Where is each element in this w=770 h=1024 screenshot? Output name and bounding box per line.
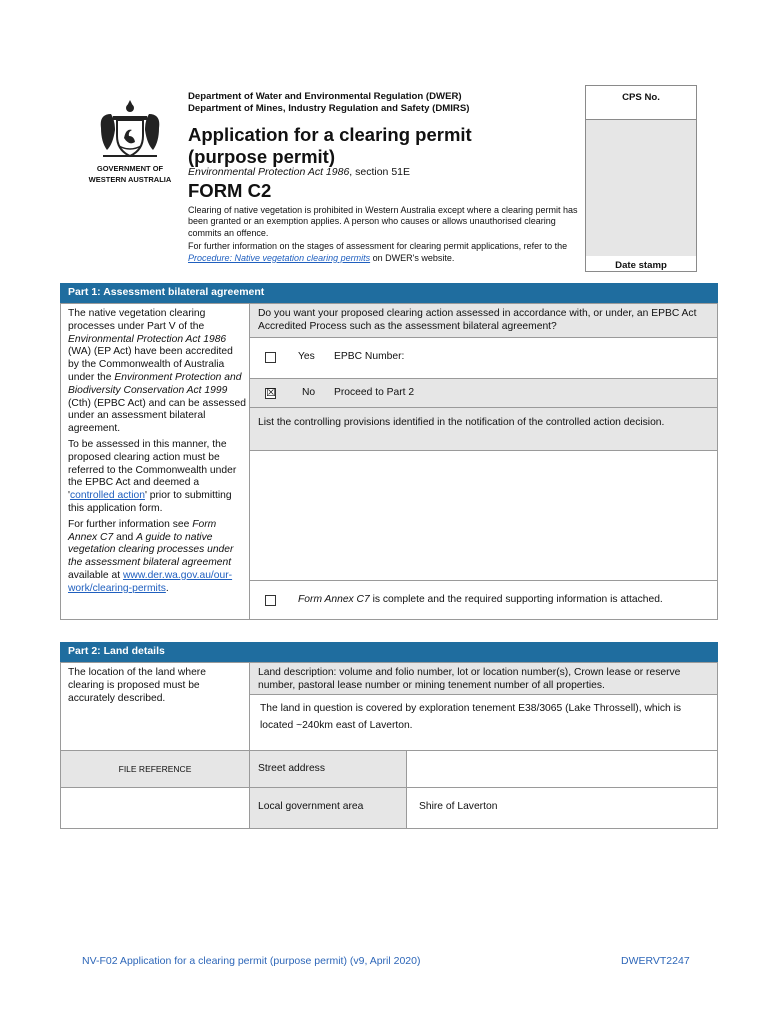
department-names xyxy=(188,91,469,115)
no-checkbox-checked[interactable]: ☒ xyxy=(266,387,276,399)
part2-info-text: The location of the land where clearing is proposed must be accurately described. xyxy=(68,667,206,704)
bilateral-question: Do you want your proposed clearing action assessed in accordance with, or under, an EPBC Act Accredited Process such as the assessment bilateral agreement? xyxy=(258,308,697,332)
land-description-label-cell xyxy=(249,662,718,695)
dept-dmirs: Department of Mines, Industry Regulation and Safety (DMIRS) xyxy=(188,103,470,114)
act-section: , section 51E xyxy=(349,166,410,178)
street-address-input[interactable] xyxy=(406,750,718,788)
land-description-label: Land description: volume and folio number, lot or location number(s), Crown lease or reserve number, pastoral lease number or mining tenement number of all properties. xyxy=(258,667,681,691)
intro-text xyxy=(188,205,578,266)
lga-input[interactable] xyxy=(406,787,718,829)
part1-info-text xyxy=(68,308,246,596)
controlling-provisions-label: List the controlling provisions identified in the notification of the controlled action decision. xyxy=(258,417,665,428)
file-reference-label: FILE REFERENCE xyxy=(118,764,192,774)
controlled-action-link[interactable]: controlled action xyxy=(69,490,145,502)
annex-confirm-text xyxy=(298,594,663,607)
cps-number-label: CPS No. xyxy=(586,86,696,120)
intro-paragraph-2 xyxy=(188,241,578,264)
yes-option-row xyxy=(249,337,718,379)
part2-heading: Part 2: Land details xyxy=(60,642,718,662)
info-p3-i1: Form Annex C7 xyxy=(68,518,217,543)
info-p1-i2: Environment Protection and Biodiversity Conservation Act 1999 xyxy=(68,371,242,396)
street-address-label-cell xyxy=(249,750,407,788)
act-name: Environmental Protection Act 1986 xyxy=(188,166,350,178)
annex-rest: is complete and the required supporting information is attached. xyxy=(369,594,663,605)
info-p2-b: ' prior to submitting this application form. xyxy=(68,490,232,514)
yes-checkbox[interactable] xyxy=(265,352,276,363)
no-option-row xyxy=(249,378,718,408)
no-label: No xyxy=(302,387,316,398)
page-title xyxy=(188,124,472,168)
proceed-note: Proceed to Part 2 xyxy=(334,387,415,398)
cps-stamp-area xyxy=(586,120,696,256)
epbc-number-input[interactable] xyxy=(430,346,700,370)
lga-label: Local government area xyxy=(258,801,364,812)
annex-form-name: Form Annex C7 xyxy=(298,594,370,605)
lga-label-cell xyxy=(249,787,407,829)
intro-p2-a: For further information on the stages of assessment for clearing permit applications, refer to the xyxy=(188,241,568,252)
controlling-provisions-input[interactable] xyxy=(249,450,718,581)
part1-info-cell xyxy=(60,303,250,620)
info-p1-a: The native vegetation clearing processes under Part V of the xyxy=(68,308,206,332)
dept-dwer: Department of Water and Environmental Regulation (DWER) xyxy=(188,91,462,102)
epbc-number-label: EPBC Number: xyxy=(334,351,405,362)
file-reference-cell xyxy=(60,750,250,788)
procedure-link[interactable]: Procedure: Native vegetation clearing permits xyxy=(188,252,371,263)
part1-heading: Part 1: Assessment bilateral agreement xyxy=(60,283,718,303)
info-paragraph-3 xyxy=(68,519,246,596)
controlling-provisions-label-cell xyxy=(249,407,718,451)
intro-p2-b: on DWER's website. xyxy=(370,252,455,263)
part2-info-cell xyxy=(60,662,250,751)
form-label: FORM C2 xyxy=(188,180,272,201)
title-line-1: Application for a clearing permit xyxy=(188,124,472,145)
land-description-input[interactable] xyxy=(249,694,718,751)
date-stamp-label: Date stamp xyxy=(615,260,667,271)
info-p1-i1: Environmental Protection Act 1986 xyxy=(68,333,227,345)
info-paragraph-1 xyxy=(68,308,246,436)
info-p3-d: . xyxy=(165,582,169,594)
info-p2-a: To be assessed in this manner, the proposed clearing action must be referred to the Commonwealth under the EPBC Act and deemed a ' xyxy=(68,438,237,502)
lga-value: Shire of Laverton xyxy=(419,801,498,812)
yes-label: Yes xyxy=(298,351,315,362)
wa-government-crest xyxy=(70,98,190,193)
crest-icon xyxy=(95,98,165,162)
info-p3-i2: A guide to native vegetation clearing processes under the assessment bilateral agreement xyxy=(68,531,234,569)
street-address-label: Street address xyxy=(258,763,325,774)
annex-checkbox[interactable] xyxy=(265,595,276,606)
footer-form-reference: NV-F02 Application for a clearing permit (purpose permit) (v9, April 2020) xyxy=(82,955,421,967)
info-p3-a: For further information see xyxy=(68,518,193,530)
intro-paragraph-1: Clearing of native vegetation is prohibited in Western Australia except where a clearing permit has been granted or an exemption applies. A person who causes or allows unauthorised clearing commits an offence. xyxy=(188,205,578,238)
title-line-2: (purpose permit) xyxy=(188,146,335,167)
footer-document-code: DWERVT2247 xyxy=(621,955,690,967)
crest-line-2: WESTERN AUSTRALIA xyxy=(88,175,172,184)
act-reference xyxy=(188,166,410,179)
info-paragraph-2 xyxy=(68,439,246,516)
clearing-permits-link[interactable]: www.der.wa.gov.au/our-work/clearing-permits xyxy=(68,569,233,594)
info-p1-b: (WA) (EP Act) have been accredited by the Commonwealth of Australia under the xyxy=(68,346,233,383)
info-p3-c: available at xyxy=(68,569,123,581)
cps-box xyxy=(585,85,697,272)
annex-confirm-row xyxy=(249,580,718,620)
land-description-value: The land in question is covered by exploration tenement E38/3065 (Lake Throssell), which is located ~240km east of Laverton. xyxy=(260,703,682,731)
info-p1-c: (Cth) (EPBC Act) and can be assessed under an assessment bilateral agreement. xyxy=(68,397,246,435)
info-p3-b: and xyxy=(113,531,137,543)
crest-line-1: GOVERNMENT OF xyxy=(96,164,164,173)
bilateral-question-cell xyxy=(249,303,718,338)
file-reference-input[interactable] xyxy=(60,787,250,829)
